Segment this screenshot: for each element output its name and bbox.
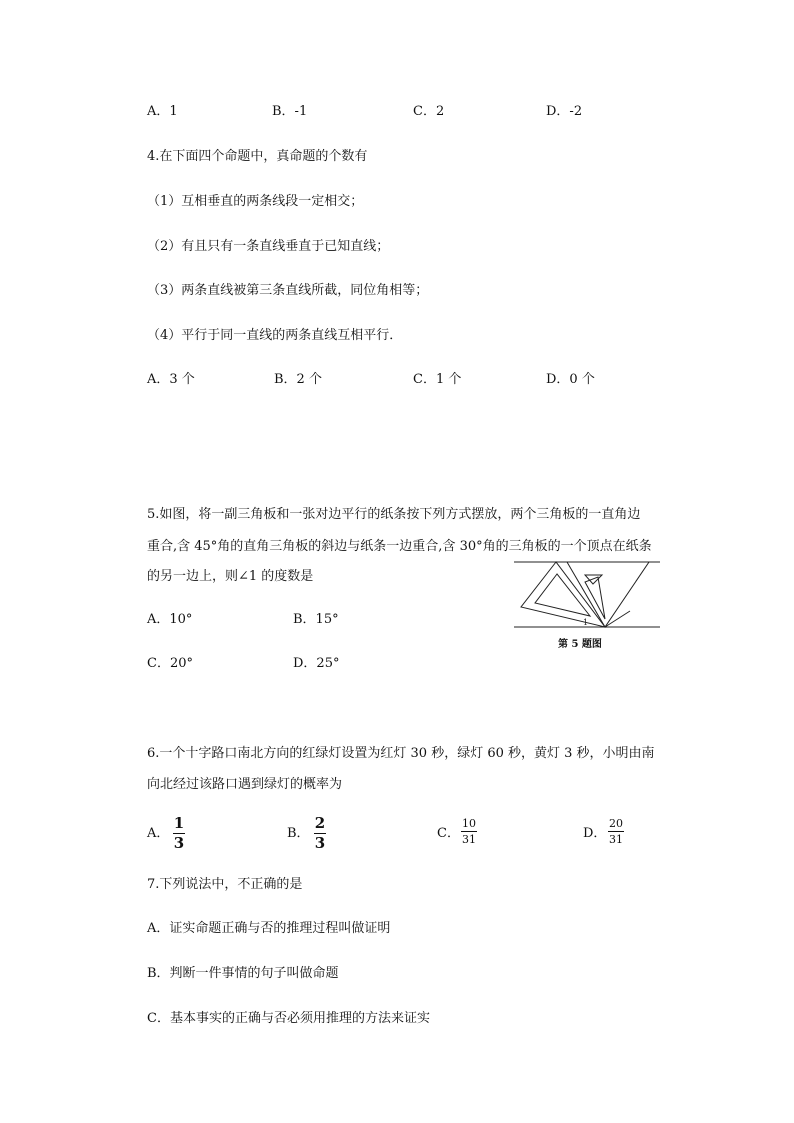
q7-option-c: C．基本事实的正确与否必须用推理的方法来证实 xyxy=(147,1011,430,1026)
fraction-numerator: 10 xyxy=(462,817,476,830)
q5-option-b: B．15° xyxy=(293,612,339,627)
q3-option-c: C．2 xyxy=(413,104,445,119)
q5-option-d: D．25° xyxy=(293,656,340,671)
q6-stem-line-1: 6.一个十字路口南北方向的红绿灯设置为红灯 30 秒，绿灯 60 秒，黄灯 3 秒，小明由南 xyxy=(147,746,655,761)
q5-figure-caption: 第 5 题图 xyxy=(558,639,602,650)
fraction-numerator: 1 xyxy=(173,814,185,832)
q6-option-d-letter: D． xyxy=(583,826,607,841)
q3-option-d: D．-2 xyxy=(546,104,583,119)
q5-edge xyxy=(605,611,630,627)
fraction-numerator: 20 xyxy=(609,817,623,830)
q5-stem-line-2: 重合,含 45°角的直角三角板的斜边与纸条一边重合,含 30°角的三角板的一个顶点在纸条 xyxy=(147,539,652,554)
triangle-45-inner xyxy=(535,574,590,616)
q5-option-c: C．20° xyxy=(147,656,193,671)
q7-stem: 7.下列说法中，不正确的是 xyxy=(147,877,303,892)
q3-option-b: B．-1 xyxy=(272,104,308,119)
q6-option-a-fraction xyxy=(173,816,185,851)
q6-option-c-letter: C． xyxy=(437,826,460,841)
q4-stem: 4.在下面四个命题中，真命题的个数有 xyxy=(147,149,368,164)
q6-stem-line-2: 向北经过该路口遇到绿灯的概率为 xyxy=(147,777,343,792)
q6-option-d-fraction xyxy=(608,818,624,845)
q4-option-c: C．1 个 xyxy=(413,372,462,387)
q6-option-c-fraction xyxy=(461,818,477,845)
q4-statement-3: （3）两条直线被第三条直线所截，同位角相等； xyxy=(147,283,429,298)
q7-option-b: B．判断一件事情的句子叫做命题 xyxy=(147,966,339,981)
fraction-denominator: 3 xyxy=(173,834,185,852)
q4-statement-2: （2）有且只有一条直线垂直于已知直线； xyxy=(147,239,390,254)
q4-option-b: B．2 个 xyxy=(274,372,322,387)
q3-option-a: A．1 xyxy=(147,104,178,119)
q6-option-a-letter: A． xyxy=(147,826,170,841)
triangle-30-hole xyxy=(585,575,602,584)
q5-figure xyxy=(510,555,662,631)
fraction-bar xyxy=(608,831,624,832)
fraction-denominator: 31 xyxy=(609,833,623,846)
q4-option-a: A．3 个 xyxy=(147,372,195,387)
q7-option-a: A．证实命题正确与否的推理过程叫做证明 xyxy=(147,921,391,936)
fraction-denominator: 3 xyxy=(314,834,326,852)
q5-option-a: A．10° xyxy=(147,612,193,627)
q4-option-d: D．0 个 xyxy=(546,372,595,387)
q5-stem-line-3: 的另一边上，则∠1 的度数是 xyxy=(147,569,314,584)
q6-option-b-letter: B． xyxy=(287,826,310,841)
q4-statement-1: （1）互相垂直的两条线段一定相交； xyxy=(147,194,364,209)
q5-stem-line-1: 5.如图，将一副三角板和一张对边平行的纸条按下列方式摆放，两个三角板的一直角边 xyxy=(147,507,641,522)
q4-statement-4: （4）平行于同一直线的两条直线互相平行． xyxy=(147,328,403,343)
fraction-numerator: 2 xyxy=(314,814,326,832)
fraction-bar xyxy=(461,831,477,832)
fraction-denominator: 31 xyxy=(462,833,476,846)
q6-option-b-fraction xyxy=(314,816,326,851)
angle-1-label: 1 xyxy=(583,618,589,627)
triangle-30-outer xyxy=(567,562,649,627)
triangle-45-outer xyxy=(521,562,605,627)
